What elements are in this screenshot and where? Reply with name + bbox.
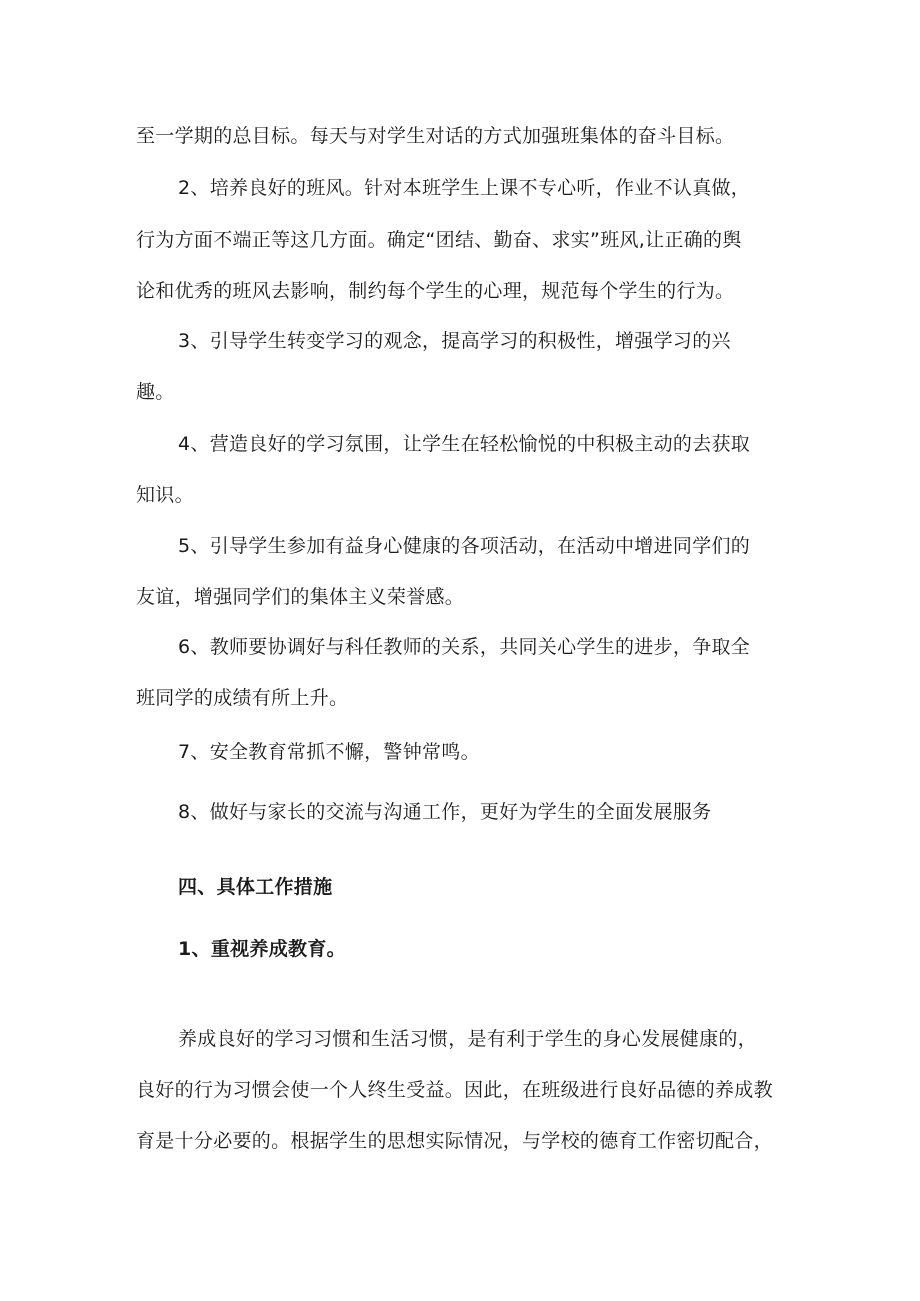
list-item-5: 5、引导学生参加有益身心健康的各项活动，在活动中增进同学们的 bbox=[178, 535, 751, 557]
paragraph-line: 良好的行为习惯会使一个人终生受益。因此，在班级进行良好品德的养成教 bbox=[136, 1079, 773, 1101]
paragraph-line: 养成良好的学习习惯和生活习惯，是有利于学生的身心发展健康的， bbox=[178, 1028, 758, 1050]
paragraph-line: 知识。 bbox=[136, 484, 194, 506]
list-item-6: 6、教师要协调好与科任教师的关系，共同关心学生的进步，争取全 bbox=[178, 636, 751, 658]
section-heading: 四、具体工作措施 bbox=[178, 876, 333, 898]
paragraph-line: 育是十分必要的。根据学生的思想实际情况，与学校的德育工作密切配合， bbox=[136, 1130, 773, 1152]
list-item-2: 2、培养良好的班风。针对本班学生上课不专心听，作业不认真做， bbox=[178, 177, 751, 199]
paragraph-line: 行为方面不端正等这几方面。确定“团结、勤奋、求实”班风,让正确的舆 bbox=[136, 229, 742, 251]
paragraph-line: 趣。 bbox=[136, 381, 175, 403]
subsection-heading: 1、重视养成教育。 bbox=[178, 938, 346, 960]
paragraph-line: 友谊，增强同学们的集体主义荣誉感。 bbox=[136, 586, 465, 608]
list-item-4: 4、营造良好的学习氛围，让学生在轻松愉悦的中积极主动的去获取 bbox=[178, 433, 751, 455]
list-item-3: 3、引导学生转变学习的观念，提高学习的积极性，增强学习的兴 bbox=[178, 330, 731, 352]
paragraph-line: 班同学的成绩有所上升。 bbox=[136, 687, 349, 709]
list-item-8: 8、做好与家长的交流与沟通工作，更好为学生的全面发展服务 bbox=[178, 801, 712, 823]
paragraph-line: 论和优秀的班风去影响，制约每个学生的心理，规范每个学生的行为。 bbox=[136, 280, 735, 302]
paragraph-line: 至一学期的总目标。每天与对学生对话的方式加强班集体的奋斗目标。 bbox=[136, 125, 735, 147]
list-item-7: 7、安全教育常抓不懈，警钟常鸣。 bbox=[178, 741, 480, 763]
